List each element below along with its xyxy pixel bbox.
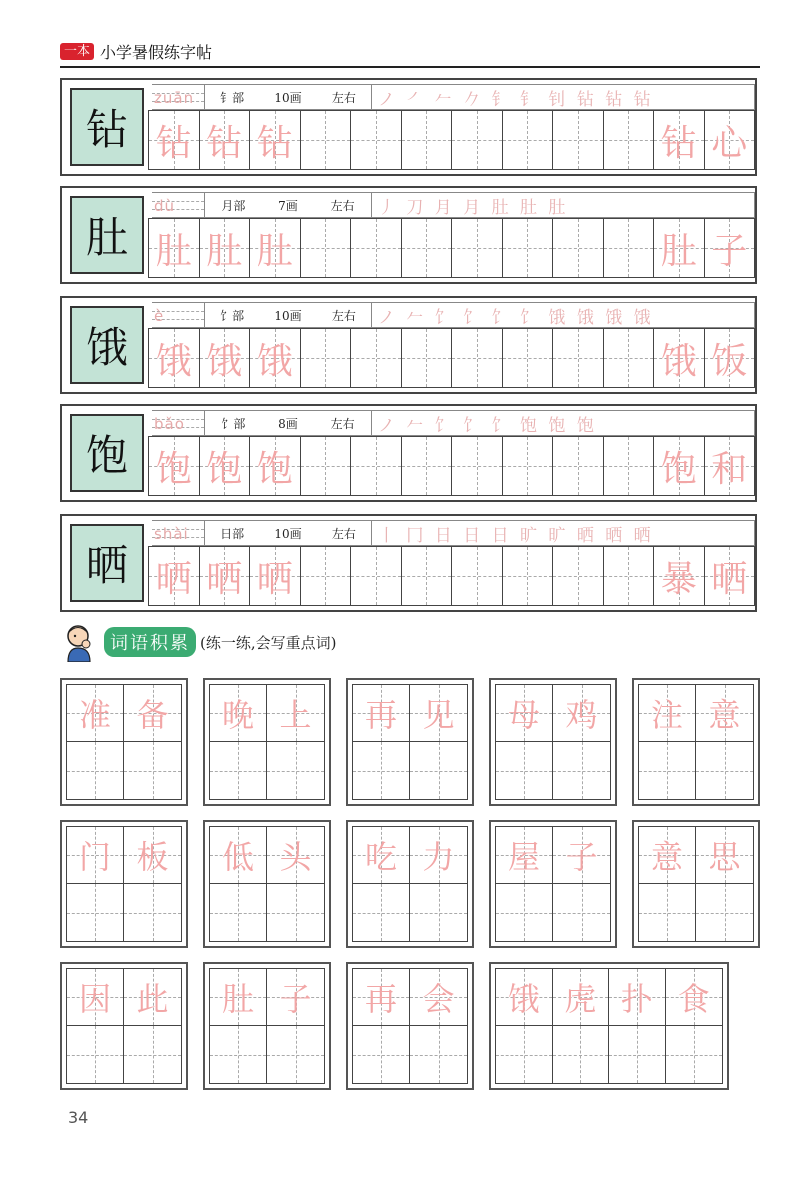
trace-char: 钻 — [660, 122, 697, 164]
word-trace-char: 屋 — [507, 838, 540, 876]
radical: 钅部 — [220, 90, 245, 105]
word-cell[interactable] — [67, 969, 124, 1026]
structure: 左右 — [331, 526, 356, 541]
stroke-count: 7画 — [278, 198, 298, 213]
word-cell[interactable] — [267, 742, 324, 799]
word-cell[interactable] — [639, 685, 696, 742]
model-char-box — [70, 524, 144, 602]
word-cell[interactable] — [496, 742, 553, 799]
practice-cell[interactable] — [300, 436, 351, 496]
trace-char: 钻 — [206, 122, 243, 164]
trace-char: 肚 — [660, 230, 697, 272]
page-header — [60, 40, 212, 62]
practice-cell[interactable] — [249, 110, 300, 170]
word-trace-char: 母 — [507, 696, 540, 734]
word-cell[interactable] — [696, 685, 753, 742]
practice-cell[interactable] — [603, 110, 654, 170]
book-title: 小学暑假练字帖 — [100, 42, 213, 62]
radical: 日部 — [220, 526, 245, 541]
practice-cell[interactable] — [350, 328, 401, 388]
word-practice-box — [60, 820, 188, 948]
pinyin-trace: zuān — [154, 89, 195, 107]
practice-cell[interactable] — [704, 546, 756, 606]
word-trace-char: 吃 — [364, 838, 397, 876]
structure: 左右 — [331, 308, 356, 323]
word-practice-box — [60, 962, 188, 1090]
practice-cell[interactable] — [603, 546, 654, 606]
stroke-count: 10画 — [274, 90, 302, 105]
practice-cell[interactable] — [653, 546, 704, 606]
practice-cell[interactable] — [300, 546, 351, 606]
trace-char: 心 — [711, 122, 748, 164]
word-cell[interactable] — [639, 884, 696, 941]
word-cell[interactable] — [553, 1026, 610, 1083]
model-char-box — [70, 196, 144, 274]
word-cell[interactable] — [353, 827, 410, 884]
practice-cell[interactable] — [148, 110, 199, 170]
word-cell[interactable] — [410, 969, 467, 1026]
practice-cell[interactable] — [199, 328, 250, 388]
word-trace-char: 思 — [708, 838, 741, 876]
word-practice-box — [346, 962, 474, 1090]
word-cell[interactable] — [496, 1026, 553, 1083]
trace-char: 饱 — [660, 448, 697, 490]
word-cell[interactable] — [124, 827, 181, 884]
word-trace-char: 子 — [565, 838, 598, 876]
stroke-count: 8画 — [278, 416, 298, 431]
word-trace-char: 饿 — [507, 980, 540, 1018]
trace-char: 暴 — [660, 558, 697, 600]
word-cell[interactable] — [124, 1026, 181, 1083]
char-info — [204, 84, 372, 110]
practice-cell[interactable] — [552, 110, 603, 170]
practice-cell[interactable] — [401, 110, 452, 170]
word-cell[interactable] — [210, 884, 267, 941]
word-section-header — [60, 622, 336, 662]
word-trace-char: 备 — [136, 696, 169, 734]
practice-cell[interactable] — [704, 218, 756, 278]
practice-cell[interactable] — [502, 218, 553, 278]
word-cell[interactable] — [210, 685, 267, 742]
practice-cell[interactable] — [350, 218, 401, 278]
word-cell[interactable] — [410, 827, 467, 884]
practice-cell[interactable] — [300, 110, 351, 170]
word-practice-box — [489, 962, 729, 1090]
trace-char: 钻 — [155, 122, 192, 164]
word-cell[interactable] — [124, 742, 181, 799]
word-cell[interactable] — [210, 827, 267, 884]
practice-cell[interactable] — [502, 110, 553, 170]
trace-char: 肚 — [256, 230, 293, 272]
word-cell[interactable] — [267, 1026, 324, 1083]
pinyin-cell[interactable] — [152, 302, 204, 328]
radical: 月部 — [221, 198, 246, 213]
word-cell[interactable] — [696, 742, 753, 799]
word-cell[interactable] — [696, 827, 753, 884]
model-char-box — [70, 306, 144, 384]
trace-char: 饿 — [206, 340, 243, 382]
word-trace-char: 低 — [221, 838, 254, 876]
structure: 左右 — [330, 198, 355, 213]
pinyin-trace: è — [154, 307, 165, 325]
practice-cell[interactable] — [603, 218, 654, 278]
word-cell[interactable] — [410, 1026, 467, 1083]
word-cell[interactable] — [496, 969, 553, 1026]
practice-cell[interactable] — [401, 436, 452, 496]
word-cell[interactable] — [124, 685, 181, 742]
practice-cell[interactable] — [148, 328, 199, 388]
word-cell[interactable] — [67, 884, 124, 941]
model-char-box — [70, 414, 144, 492]
char-info — [204, 520, 372, 546]
word-cell[interactable] — [666, 1026, 723, 1083]
word-cell[interactable] — [210, 1026, 267, 1083]
word-trace-char: 板 — [136, 838, 169, 876]
stroke-count: 10画 — [274, 526, 302, 541]
practice-cell[interactable] — [704, 436, 756, 496]
practice-cell[interactable] — [552, 218, 603, 278]
char-practice-row — [60, 514, 757, 612]
word-trace-char: 头 — [279, 838, 312, 876]
boy-reading-icon — [60, 622, 100, 662]
practice-cell[interactable] — [401, 218, 452, 278]
model-char: 肚 — [85, 213, 128, 262]
word-cell[interactable] — [496, 685, 553, 742]
practice-cell[interactable] — [502, 436, 553, 496]
practice-grid — [148, 218, 755, 278]
stroke-order: ノ 𠂉 饣 饣 饣 饣 饿 饿 饿 饿 — [372, 302, 755, 328]
practice-grid — [148, 546, 755, 606]
word-trace-char: 鸡 — [565, 696, 598, 734]
practice-cell[interactable] — [502, 328, 553, 388]
word-practice-box — [632, 678, 760, 806]
word-cell[interactable] — [67, 1026, 124, 1083]
word-practice-box — [203, 678, 331, 806]
practice-cell[interactable] — [350, 110, 401, 170]
char-info — [204, 410, 372, 436]
trace-char: 和 — [711, 448, 748, 490]
trace-char: 饱 — [256, 448, 293, 490]
word-cell[interactable] — [553, 742, 610, 799]
practice-cell[interactable] — [653, 436, 704, 496]
stroke-count: 10画 — [274, 308, 302, 323]
word-trace-char: 子 — [279, 980, 312, 1018]
word-cell[interactable] — [666, 969, 723, 1026]
word-cell[interactable] — [67, 685, 124, 742]
char-practice-row — [60, 78, 757, 176]
trace-char: 饿 — [660, 340, 697, 382]
word-practice-box — [489, 820, 617, 948]
series-badge: 一本 — [60, 43, 94, 60]
practice-cell[interactable] — [249, 328, 300, 388]
pinyin-trace: bǎo — [154, 415, 185, 433]
model-char: 饿 — [85, 323, 128, 372]
practice-cell[interactable] — [502, 546, 553, 606]
structure: 左右 — [330, 416, 355, 431]
practice-cell[interactable] — [451, 436, 502, 496]
practice-grid — [148, 328, 755, 388]
word-trace-char: 食 — [677, 980, 710, 1018]
section-title: 词语积累 — [104, 627, 196, 657]
pinyin-cell[interactable] — [152, 192, 204, 218]
trace-char: 饭 — [711, 340, 748, 382]
word-cell[interactable] — [267, 827, 324, 884]
practice-cell[interactable] — [300, 218, 351, 278]
practice-cell[interactable] — [199, 546, 250, 606]
word-trace-char: 因 — [78, 980, 111, 1018]
practice-cell[interactable] — [249, 436, 300, 496]
trace-char: 饱 — [155, 448, 192, 490]
word-cell[interactable] — [67, 742, 124, 799]
word-practice-box — [203, 820, 331, 948]
word-cell[interactable] — [267, 884, 324, 941]
practice-cell[interactable] — [451, 218, 502, 278]
model-char: 晒 — [85, 541, 128, 590]
header-rule — [60, 66, 760, 68]
trace-char: 晒 — [155, 558, 192, 600]
practice-cell[interactable] — [199, 110, 250, 170]
word-cell[interactable] — [353, 884, 410, 941]
model-char: 钻 — [85, 105, 128, 154]
pinyin-cell[interactable] — [152, 410, 204, 436]
word-trace-char: 再 — [364, 696, 397, 734]
practice-cell[interactable] — [300, 328, 351, 388]
word-trace-char: 意 — [650, 838, 683, 876]
word-cell[interactable] — [267, 685, 324, 742]
practice-cell[interactable] — [199, 436, 250, 496]
word-cell[interactable] — [353, 1026, 410, 1083]
trace-char: 晒 — [256, 558, 293, 600]
word-practice-box — [346, 820, 474, 948]
word-cell[interactable] — [553, 685, 610, 742]
word-cell[interactable] — [609, 969, 666, 1026]
word-trace-char: 门 — [78, 838, 111, 876]
practice-cell[interactable] — [401, 546, 452, 606]
practice-cell[interactable] — [350, 436, 401, 496]
section-subtitle: (练一练,会写重点词) — [200, 633, 337, 652]
stroke-order: ノ 𠂉 饣 饣 饣 饱 饱 饱 — [372, 410, 755, 436]
word-trace-char: 意 — [708, 696, 741, 734]
practice-cell[interactable] — [249, 218, 300, 278]
practice-cell[interactable] — [653, 110, 704, 170]
word-cell[interactable] — [353, 742, 410, 799]
word-trace-char: 会 — [422, 980, 455, 1018]
page-number: 34 — [68, 1108, 89, 1127]
word-cell[interactable] — [210, 742, 267, 799]
word-practice-box — [60, 678, 188, 806]
stroke-order: ノ ㇒ 𠂉 𠂊 钅 钅 钊 钻 钻 钻 — [372, 84, 755, 110]
model-char: 饱 — [85, 431, 128, 480]
trace-char: 晒 — [711, 558, 748, 600]
word-trace-char: 再 — [364, 980, 397, 1018]
pinyin-cell[interactable] — [152, 84, 204, 110]
pinyin-trace: dù — [154, 197, 176, 215]
word-cell[interactable] — [553, 969, 610, 1026]
word-practice-box — [489, 678, 617, 806]
practice-cell[interactable] — [451, 546, 502, 606]
practice-grid — [148, 436, 755, 496]
practice-cell[interactable] — [148, 546, 199, 606]
practice-cell[interactable] — [148, 218, 199, 278]
word-cell[interactable] — [124, 969, 181, 1026]
practice-cell[interactable] — [552, 328, 603, 388]
word-cell[interactable] — [609, 1026, 666, 1083]
pinyin-trace: shài — [154, 525, 189, 543]
word-cell[interactable] — [410, 742, 467, 799]
radical: 饣部 — [220, 308, 245, 323]
word-cell[interactable] — [496, 884, 553, 941]
word-cell[interactable] — [267, 969, 324, 1026]
pinyin-cell[interactable] — [152, 520, 204, 546]
word-cell[interactable] — [67, 827, 124, 884]
practice-cell[interactable] — [704, 110, 756, 170]
radical: 饣部 — [221, 416, 246, 431]
practice-cell[interactable] — [653, 328, 704, 388]
practice-cell[interactable] — [401, 328, 452, 388]
word-trace-char: 晚 — [221, 696, 254, 734]
trace-char: 饿 — [256, 340, 293, 382]
char-practice-row — [60, 296, 757, 394]
model-char-box — [70, 88, 144, 166]
practice-cell[interactable] — [603, 436, 654, 496]
practice-cell[interactable] — [451, 328, 502, 388]
char-info — [204, 302, 372, 328]
word-cell[interactable] — [639, 742, 696, 799]
word-trace-char: 准 — [78, 696, 111, 734]
word-cell[interactable] — [124, 884, 181, 941]
word-practice-box — [203, 962, 331, 1090]
practice-cell[interactable] — [350, 546, 401, 606]
structure: 左右 — [331, 90, 356, 105]
word-trace-char: 扑 — [620, 980, 653, 1018]
word-trace-char: 上 — [279, 696, 312, 734]
word-cell[interactable] — [210, 969, 267, 1026]
char-practice-row — [60, 404, 757, 502]
word-cell[interactable] — [496, 827, 553, 884]
word-trace-char: 见 — [422, 696, 455, 734]
practice-cell[interactable] — [704, 328, 756, 388]
practice-cell[interactable] — [199, 218, 250, 278]
word-cell[interactable] — [553, 827, 610, 884]
word-cell[interactable] — [353, 685, 410, 742]
practice-grid — [148, 110, 755, 170]
word-cell[interactable] — [410, 685, 467, 742]
char-info — [204, 192, 372, 218]
word-practice-box — [346, 678, 474, 806]
word-cell[interactable] — [696, 884, 753, 941]
word-cell[interactable] — [553, 884, 610, 941]
trace-char: 钻 — [256, 122, 293, 164]
stroke-order: 丨 冂 日 日 日 旷 旷 晒 晒 晒 — [372, 520, 755, 546]
word-cell[interactable] — [353, 969, 410, 1026]
practice-cell[interactable] — [552, 436, 603, 496]
practice-cell[interactable] — [653, 218, 704, 278]
trace-char: 肚 — [155, 230, 192, 272]
word-trace-char: 力 — [422, 838, 455, 876]
word-practice-box — [632, 820, 760, 948]
trace-char: 饱 — [206, 448, 243, 490]
trace-char: 饿 — [155, 340, 192, 382]
word-trace-char: 此 — [136, 980, 169, 1018]
word-cell[interactable] — [639, 827, 696, 884]
word-trace-char: 注 — [650, 696, 683, 734]
practice-cell[interactable] — [552, 546, 603, 606]
word-cell[interactable] — [410, 884, 467, 941]
practice-cell[interactable] — [148, 436, 199, 496]
trace-char: 肚 — [206, 230, 243, 272]
char-practice-row — [60, 186, 757, 284]
word-trace-char: 肚 — [221, 980, 254, 1018]
trace-char: 晒 — [206, 558, 243, 600]
practice-cell[interactable] — [603, 328, 654, 388]
practice-cell[interactable] — [249, 546, 300, 606]
word-trace-char: 虎 — [564, 980, 597, 1018]
stroke-order: 丿 刀 月 月 肚 肚 肚 — [372, 192, 755, 218]
trace-char: 子 — [711, 230, 748, 272]
practice-cell[interactable] — [451, 110, 502, 170]
